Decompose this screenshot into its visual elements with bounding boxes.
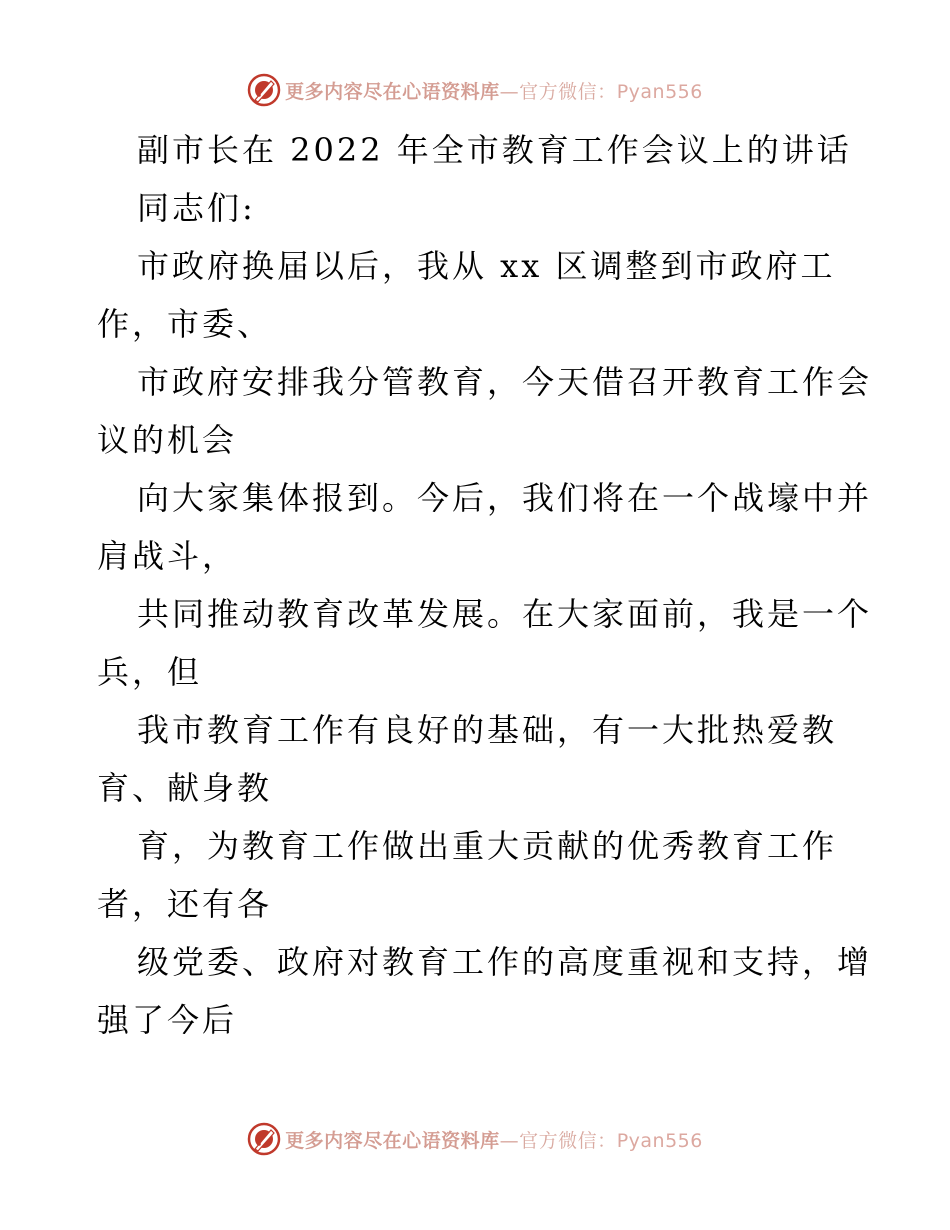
banner-wechat-label: 官方微信： <box>519 1129 617 1152</box>
document-line: 育、献身教 <box>97 769 273 807</box>
document-line: 市政府换届以后，我从 xx 区调整到市政府工 <box>137 247 836 285</box>
document-line: 肩战斗， <box>97 537 238 575</box>
header-banner <box>0 70 950 110</box>
document-line: 育，为教育工作做出重大贡献的优秀教育工作 <box>137 827 838 865</box>
document-line: 同志们: <box>137 189 256 227</box>
banner-text <box>285 1126 703 1153</box>
banner-wechat-id: Pyan556 <box>616 1129 703 1152</box>
banner-wechat-id: Pyan556 <box>616 80 703 103</box>
footer-banner <box>0 1119 950 1159</box>
banner-separator: — <box>499 1129 520 1152</box>
document-line: 者，还有各 <box>97 885 273 923</box>
banner-main-text: 更多内容尽在心语资料库 <box>285 1129 500 1152</box>
document-line: 我市教育工作有良好的基础，有一大批热爱教 <box>137 711 838 749</box>
document-line: 作，市委、 <box>97 305 273 343</box>
document-line: 向大家集体报到。今后，我们将在一个战壕中并 <box>137 479 873 517</box>
document-line: 市政府安排我分管教育，今天借召开教育工作会 <box>137 363 873 401</box>
document-line: 强了今后 <box>97 1001 238 1039</box>
document-body <box>97 121 877 1049</box>
banner-wechat-label: 官方微信： <box>519 80 617 103</box>
document-line: 共同推动教育改革发展。在大家面前，我是一个 <box>137 595 873 633</box>
document-line: 副市长在 2022 年全市教育工作会议上的讲话 <box>137 131 852 169</box>
banner-text <box>285 77 703 104</box>
banner-separator: — <box>499 80 520 103</box>
quill-pen-logo-icon <box>247 73 281 107</box>
document-line: 议的机会 <box>97 421 238 459</box>
document-line: 级党委、政府对教育工作的高度重视和支持，增 <box>137 943 873 981</box>
banner-main-text: 更多内容尽在心语资料库 <box>285 80 500 103</box>
document-line: 兵，但 <box>97 653 203 691</box>
quill-pen-logo-icon <box>247 1122 281 1156</box>
